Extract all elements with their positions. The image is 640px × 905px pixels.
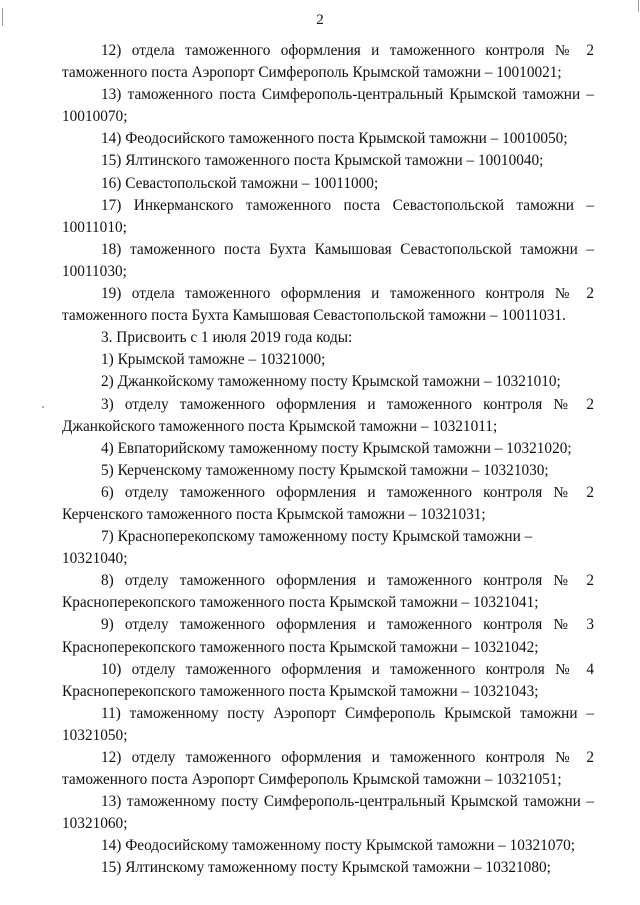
list-item: 19) отдела таможенного оформления и таможенного контроля № 2 таможенного поста Бухта Камышовая Севастопольской таможни – 10011031. bbox=[62, 285, 594, 325]
list-item: 15) Ялтинского таможенного поста Крымской таможни – 10010040; bbox=[101, 152, 544, 170]
list-item: 14) Феодосийскому таможенному посту Крымской таможни – 10321070; bbox=[101, 837, 576, 855]
list-item: 16) Севастопольской таможни – 10011000; bbox=[101, 174, 379, 192]
document-body bbox=[62, 40, 594, 880]
scan-edge-mark bbox=[638, 0, 639, 12]
list-item: 4) Евпаторийскому таможенному посту Крымской таможни – 10321020; bbox=[101, 439, 572, 457]
scan-dust-mark bbox=[42, 406, 44, 408]
list-item: 13) таможенному посту Симферополь-центральный Крымской таможни – 10321060; bbox=[62, 793, 594, 833]
list-item: 14) Феодосийского таможенного поста Крымской таможни – 10010050; bbox=[101, 130, 568, 148]
list-item: 3) отделу таможенного оформления и таможенного контроля № 2 Джанкойского таможенного поста Крымской таможни – 10321011; bbox=[62, 395, 594, 435]
list-item: 9) отделу таможенного оформления и таможенного контроля № 3 Красноперекопского таможенного поста Крымской таможни – 10321042; bbox=[62, 616, 594, 656]
list-item: 3. Присвоить с 1 июля 2019 года коды: bbox=[101, 329, 353, 347]
list-item: 8) отделу таможенного оформления и таможенного контроля № 2 Красноперекопского таможенного поста Крымской таможни – 10321041; bbox=[62, 572, 594, 612]
list-item: 7) Красноперекопскому таможенному посту Крымской таможни – 10321040; bbox=[62, 528, 533, 568]
list-item: 11) таможенному посту Аэропорт Симферополь Крымской таможни – 10321050; bbox=[62, 704, 594, 744]
page-number: 2 bbox=[316, 12, 324, 28]
list-item: 18) таможенного поста Бухта Камышовая Севастопольской таможни – 10011030; bbox=[62, 240, 594, 280]
list-item: 2) Джанкойскому таможенному посту Крымской таможни – 10321010; bbox=[101, 373, 561, 391]
list-item: 13) таможенного поста Симферополь-центральный Крымской таможни – 10010070; bbox=[62, 86, 594, 126]
list-item: 12) отделу таможенного оформления и таможенного контроля № 2 таможенного поста Аэропорт Симферополь Крымской таможни – 10321051; bbox=[62, 749, 594, 789]
list-item: 12) отдела таможенного оформления и таможенного контроля № 2 таможенного поста Аэропорт Симферополь Крымской таможни – 10010021; bbox=[62, 42, 594, 82]
list-item: 1) Крымской таможне – 10321000; bbox=[101, 351, 326, 369]
list-item: 6) отделу таможенного оформления и таможенного контроля № 2 Керченского таможенного поста Крымской таможни – 10321031; bbox=[62, 483, 594, 523]
list-item: 5) Керченскому таможенному посту Крымской таможни – 10321030; bbox=[101, 461, 549, 479]
list-item: 17) Инкерманского таможенного поста Севастопольской таможни – 10011010; bbox=[62, 196, 594, 236]
list-item: 15) Ялтинскому таможенному посту Крымской таможни – 10321080; bbox=[101, 859, 551, 877]
list-item: 10) отделу таможенного оформления и таможенного контроля № 4 Красноперекопского таможенного поста Крымской таможни – 10321043; bbox=[62, 660, 594, 700]
